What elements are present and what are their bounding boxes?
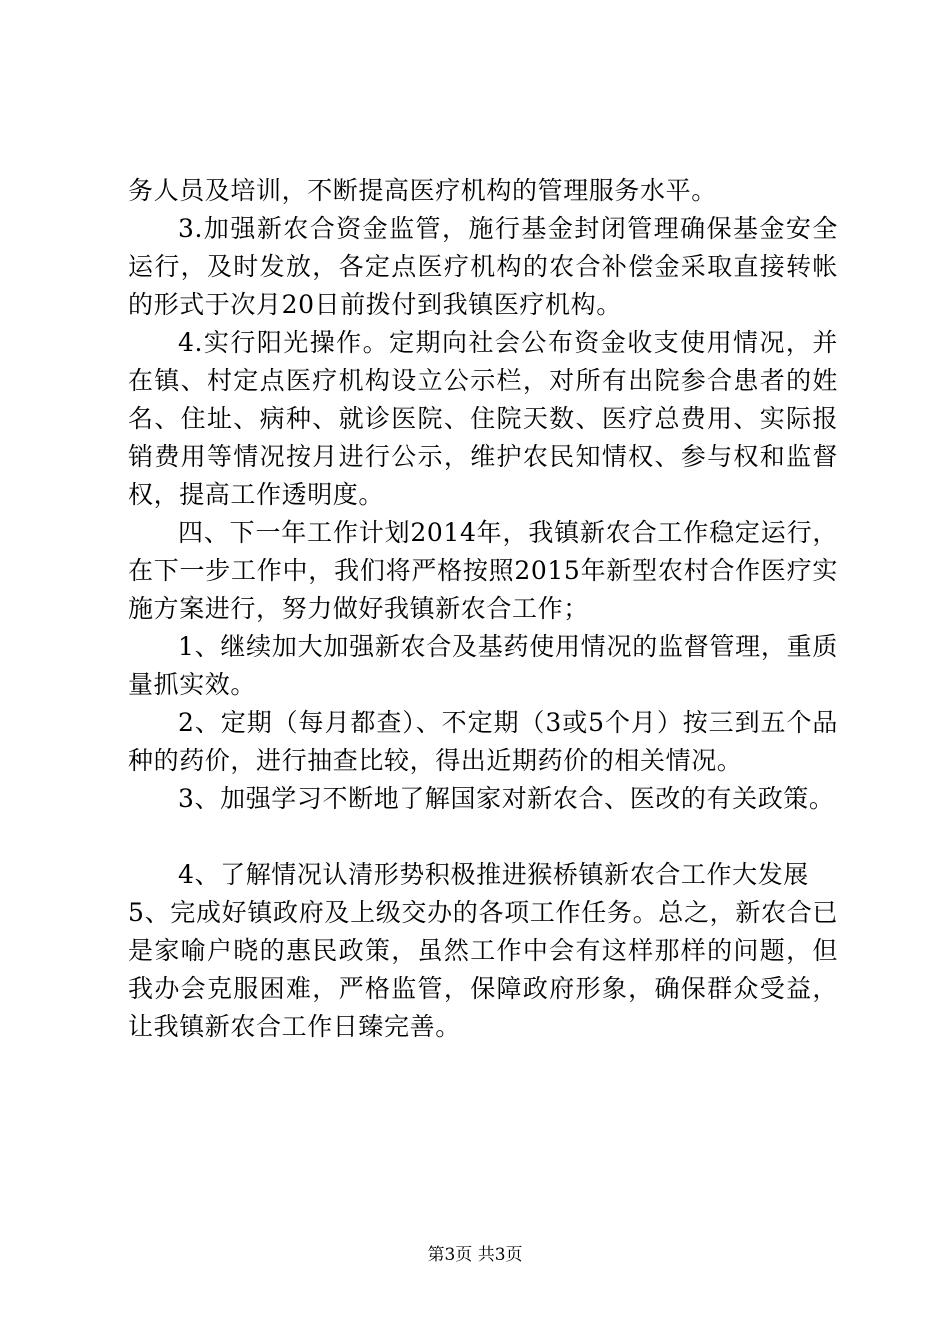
paragraph-fund-supervision: 3.加强新农合资金监管，施行基金封闭管理确保基金安全运行，及时发放，各定点医疗机构的农合补偿金采取直接转帐的形式于次月20日前拨付到我镇医疗机构。 [128, 214, 838, 319]
paragraph-plan-item-2: 2、定期（每月都查）、不定期（3或5个月）按三到五个品种的药价，进行抽查比较，得出近期药价的相关情况。 [128, 708, 838, 775]
paragraph-plan-item-4: 4、了解情况认清形势积极推进猴桥镇新农合工作大发展 [178, 860, 809, 889]
paragraph-plan-item-5: 5、完成好镇政府及上级交办的各项工作任务。总之，新农合已是家喻户晓的惠民政策，虽然工作中会有这样那样的问题，但我办会克服困难，严格监管，保障政府形象，确保群众受益，让我镇新农合工作日臻完善。 [128, 898, 838, 1041]
document-body [128, 172, 838, 1046]
page-number-label: 第3页 共3页 [427, 1245, 523, 1265]
paragraph-plan-item-1: 1、继续加大加强新农合及基药使用情况的监督管理，重质量抓实效。 [128, 632, 838, 699]
paragraph-continuation: 务人员及培训，不断提高医疗机构的管理服务水平。 [128, 176, 717, 205]
paragraph-plan-item-3: 3、加强学习不断地了解国家对新农合、医改的有关政策。 [178, 784, 835, 813]
page-footer [0, 1243, 950, 1267]
paragraph-next-year-plan: 四、下一年工作计划2014年，我镇新农合工作稳定运行，在下一步工作中，我们将严格按照2015年新型农村合作医疗实施方案进行，努力做好我镇新农合工作； [128, 518, 838, 623]
paragraph-transparency: 4.实行阳光操作。定期向社会公布资金收支使用情况，并在镇、村定点医疗机构设立公示栏，对所有出院参合患者的姓名、住址、病种、就诊医院、住院天数、医疗总费用、实际报销费用等情况按月进行公示，维护农民知情权、参与权和监督权，提高工作透明度。 [128, 328, 838, 509]
